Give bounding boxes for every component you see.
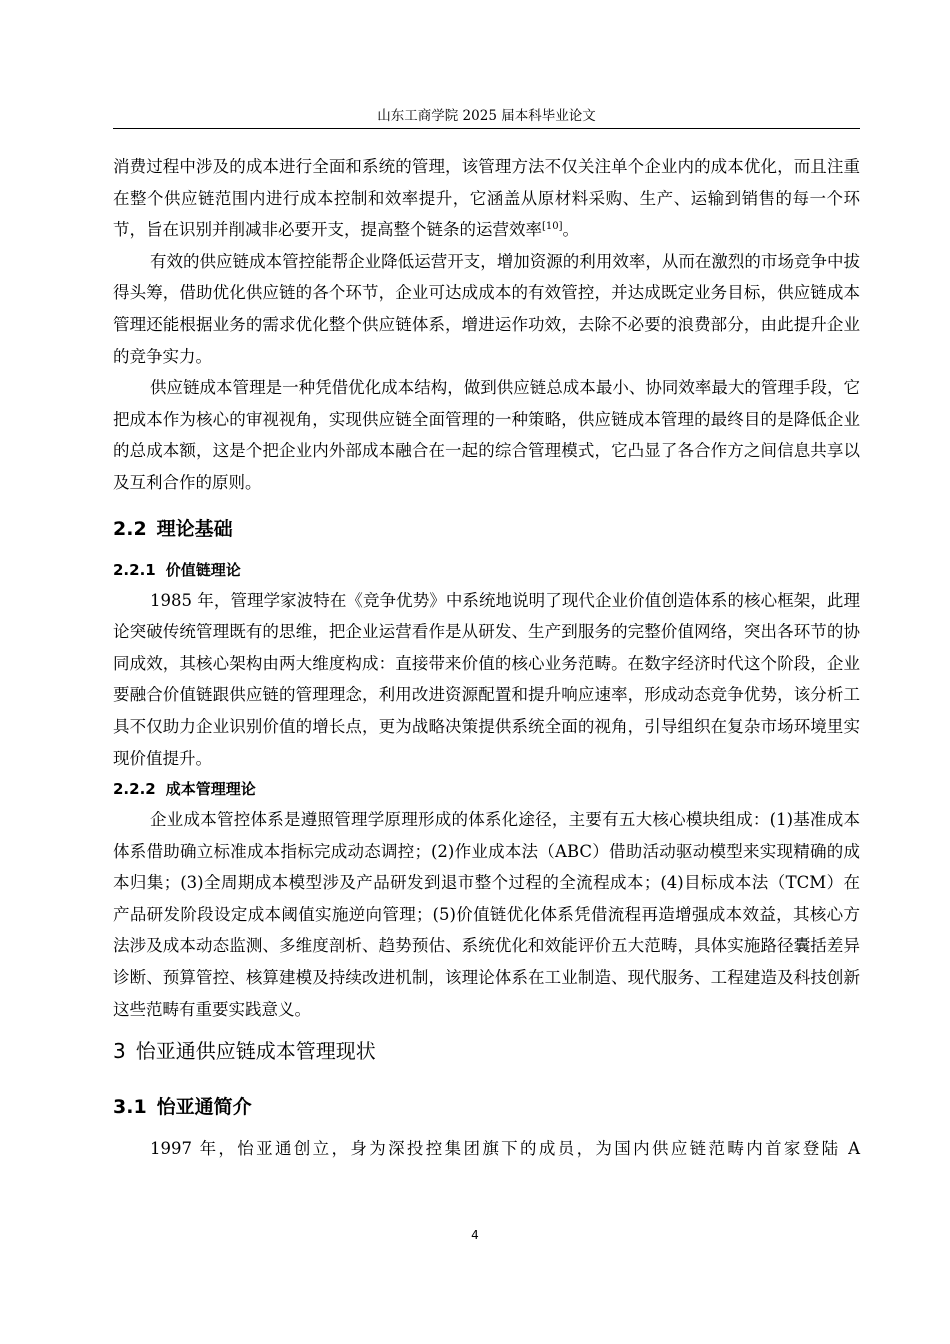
heading-2-2-2-text: 成本管理理论 — [165, 780, 256, 799]
paragraph-2: 有效的供应链成本管控能帮企业降低运营开支，增加资源的利用效率，从而在激烈的市场竞争中拔得头筹，借助优化供应链的各个环节，企业可达成成本的有效管控，并达成既定业务目标，供应链成本管理还能根据业务的需求优化整个供应链体系，增进运作功效，去除不必要的浪费部分，由此提升企业的竞争实力。 — [113, 251, 860, 366]
heading-3-1-number: 3.1 — [113, 1096, 147, 1119]
heading-2-2-number: 2.2 — [113, 517, 147, 540]
heading-2-2-1-number: 2.2.1 — [113, 560, 156, 579]
heading-3-text: 怡亚通供应链成本管理现状 — [135, 1039, 376, 1064]
paragraph-4: 1985 年，管理学家波特在《竞争优势》中系统地说明了现代企业价值创造体系的核心框架，此理论突破传统管理既有的思维，把企业运营看作是从研发、生产到服务的完整价值网络，突出各环节的协同成效，其核心架构由两大维度构成：直接带来价值的核心业务范畴。在数字经济时代这个阶段，企业要融合价值链跟供应链的管理理念，利用改进资源配置和提升响应速率，形成动态竞争优势，该分析工具不仅助力企业识别价值的增长点，更为战略决策提供系统全面的视角，引导组织在复杂市场环境里实现价值提升。 — [113, 590, 860, 768]
heading-3-1-text: 怡亚通简介 — [156, 1096, 252, 1119]
citation-10: [10] — [542, 221, 563, 233]
header-rule — [113, 128, 860, 129]
paragraph-3: 供应链成本管理是一种凭借优化成本结构，做到供应链总成本最小、协同效率最大的管理手段，它把成本作为核心的审视视角，实现供应链全面管理的一种策略，供应链成本管理的最终目的是降低企业的总成本额，这是个把企业内外部成本融合在一起的综合管理模式，它凸显了各合作方之间信息共享以及互利合作的原则。 — [113, 378, 860, 492]
paragraph-1-text: 消费过程中涉及的成本进行全面和系统的管理，该管理方法不仅关注单个企业内的成本优化，而且注重在整个供应链范围内进行成本控制和效率提升，它涵盖从原材料采购、生产、运输到销售的每一个环节，旨在识别并削减非必要开支，提高整个链条的运营效率 — [113, 157, 860, 240]
page-number: 4 — [471, 1228, 479, 1242]
heading-2-2-1 — [113, 555, 860, 585]
page-body — [113, 151, 860, 1165]
paragraph-1-end: 。 — [562, 220, 580, 240]
heading-2-2-2-number: 2.2.2 — [113, 780, 156, 799]
heading-3-1 — [113, 1083, 860, 1131]
running-header: 山东工商学院 2025 届本科毕业论文 — [377, 108, 596, 124]
heading-3-number: 3 — [113, 1039, 126, 1064]
heading-2-2-2 — [113, 774, 860, 804]
paragraph-1 — [113, 151, 860, 246]
heading-2-2 — [113, 505, 860, 553]
paragraph-6: 1997 年，怡亚通创立，身为深投控集团旗下的成员，为国内供应链范畴内首家登陆 A — [150, 1139, 860, 1159]
heading-3 — [113, 1025, 860, 1077]
heading-2-2-1-text: 价值链理论 — [165, 560, 241, 579]
heading-2-2-text: 理论基础 — [156, 517, 233, 540]
paragraph-5: 企业成本管控体系是遵照管理学原理形成的体系化途径，主要有五大核心模块组成：(1)基准成本体系借助确立标准成本指标完成动态调控；(2)作业成本法（ABC）借助活动驱动模型来实现精确的成本归集；(3)全周期成本模型涉及产品研发到退市整个过程的全流程成本；(4)目标成本法（TCM）在产品研发阶段设定成本阈值实施逆向管理；(5)价值链优化体系凭借流程再造增强成本效益，其核心方法涉及成本动态监测、多维度剖析、趋势预估、系统优化和效能评价五大范畴，具体实施路径囊括差异诊断、预算管控、核算建模及持续改进机制，该理论体系在工业制造、现代服务、工程建造及科技创新这些范畴有重要实践意义。 — [113, 810, 860, 1019]
